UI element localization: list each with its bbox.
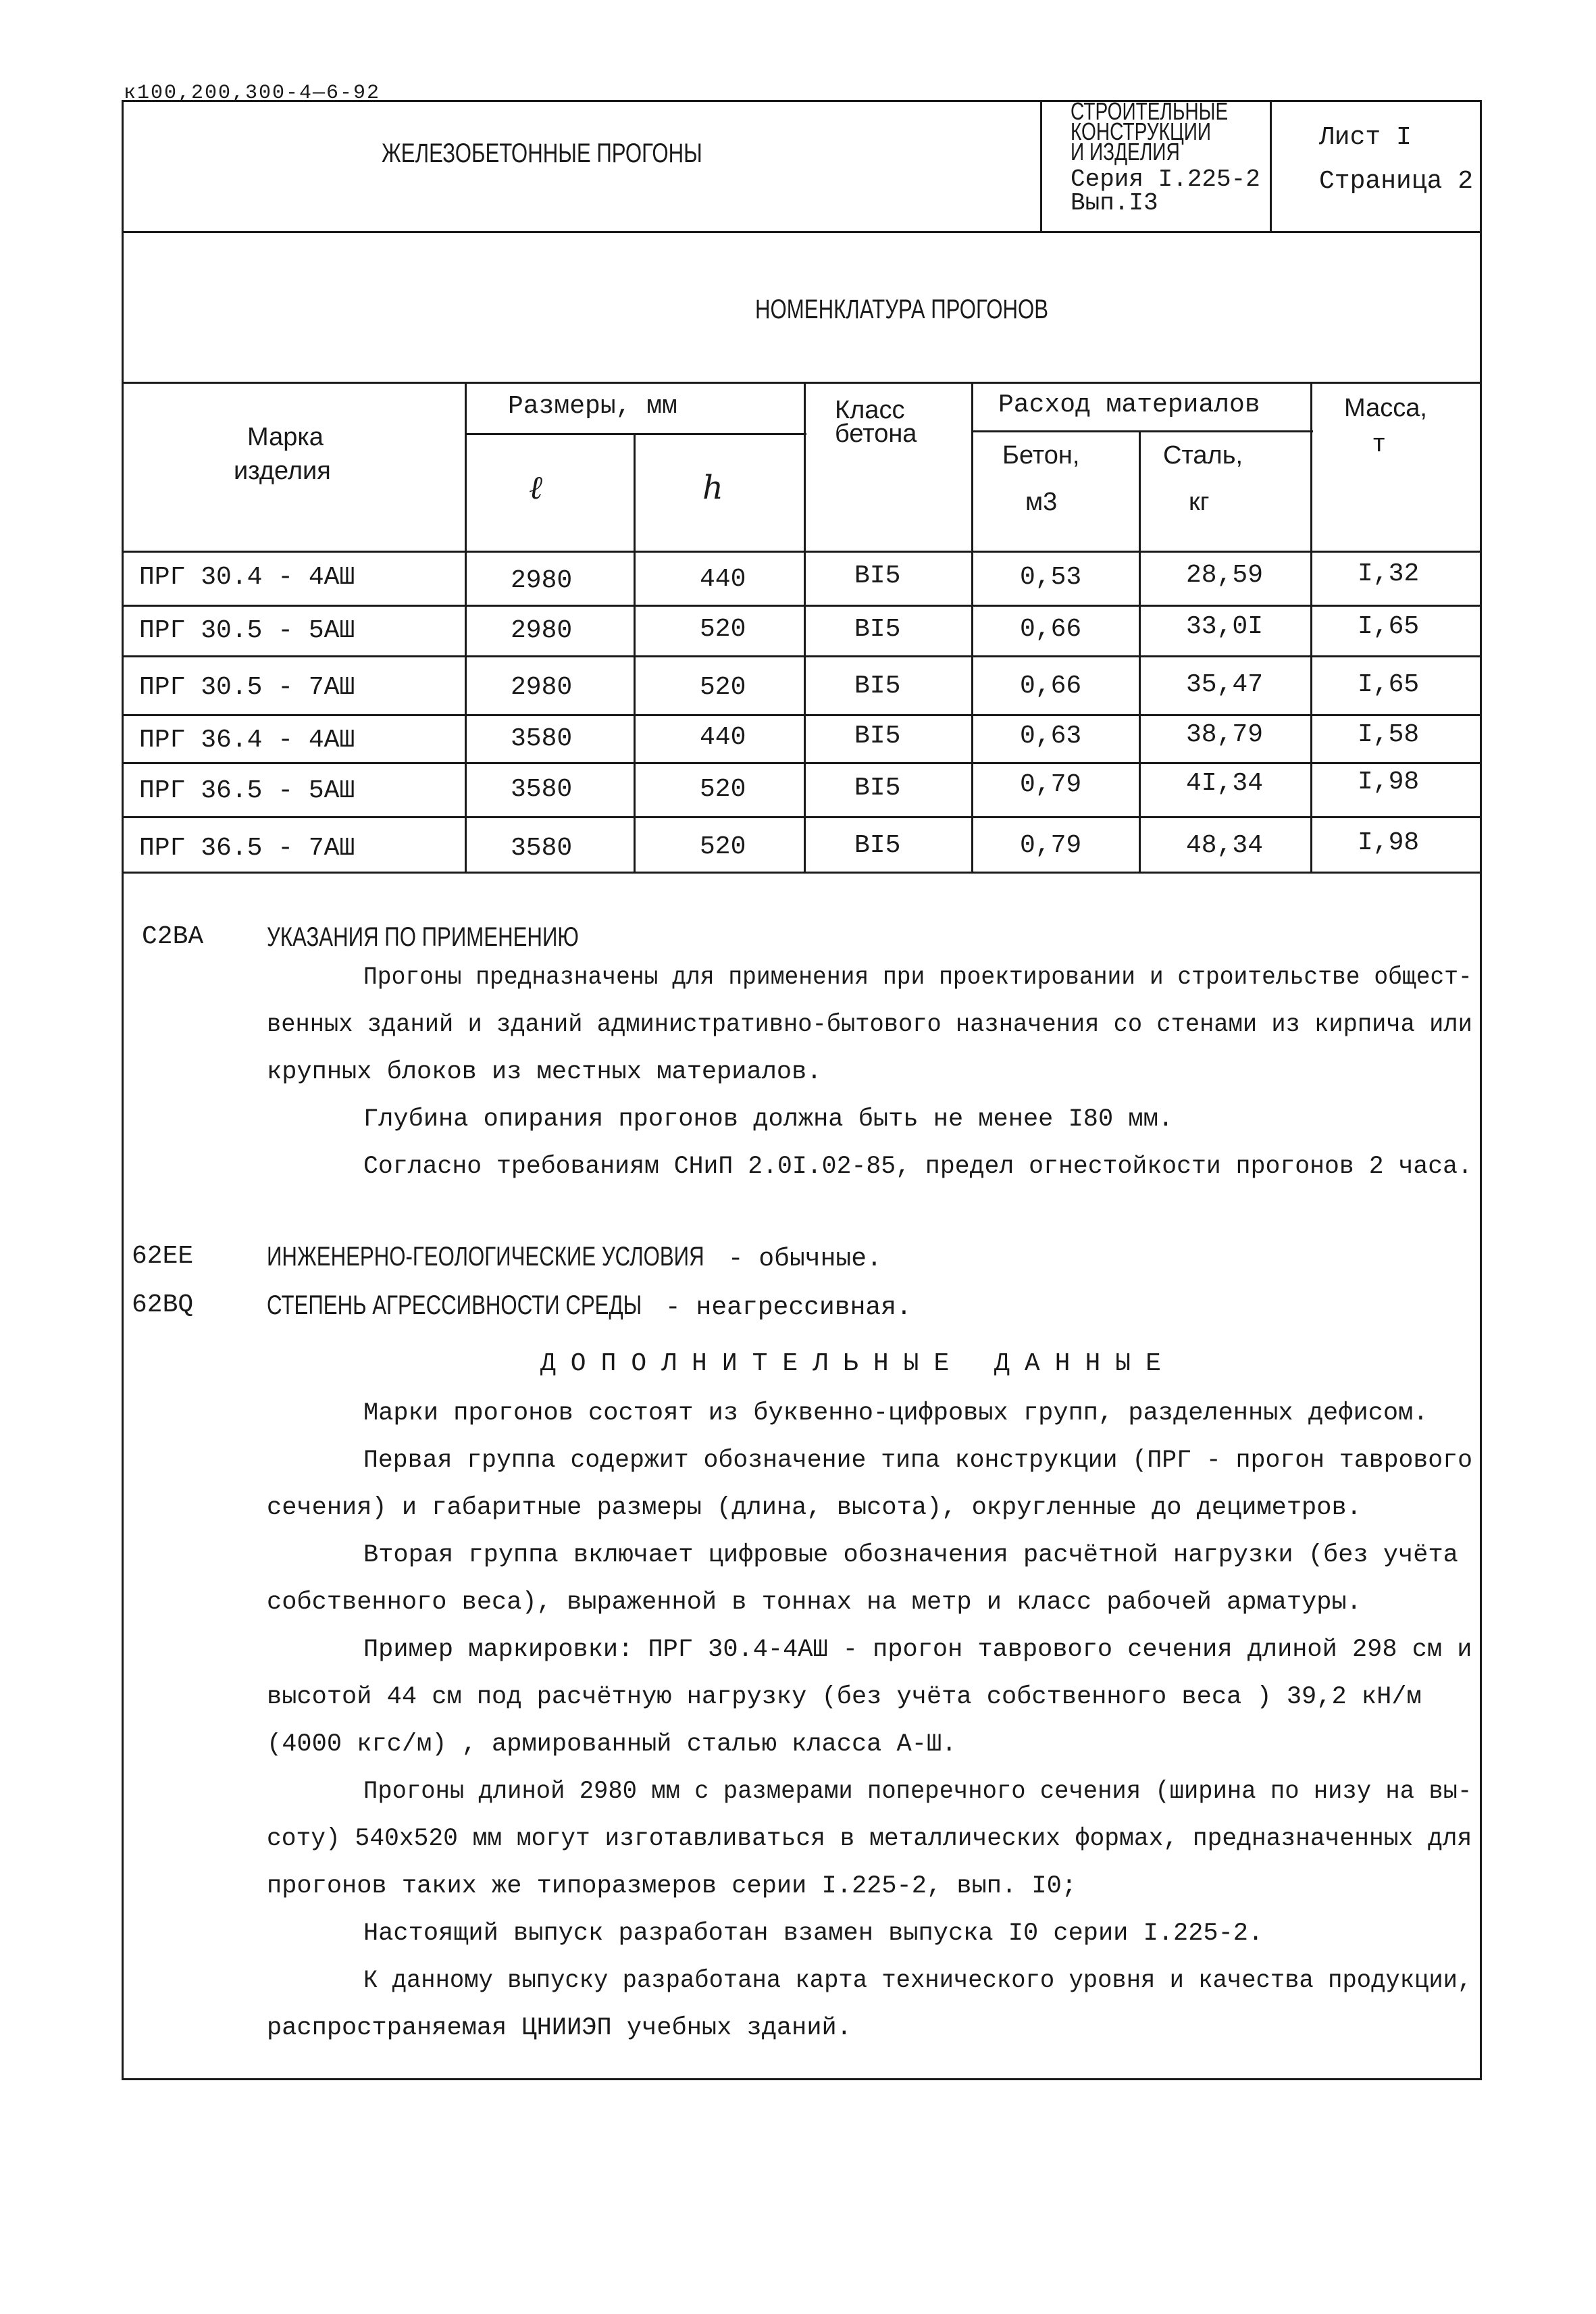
document-code: к100,200,300-4—6-92 xyxy=(124,82,381,105)
row-length: 3580 xyxy=(511,834,573,863)
row-mark: ПРГ 30.5 - 7АШ xyxy=(139,673,355,702)
row-concrete: 0,79 xyxy=(1020,831,1082,860)
series-number: Серия I.225-2 xyxy=(1071,166,1260,193)
row-steel: 38,79 xyxy=(1186,720,1264,749)
series-line-3: И ИЗДЕЛИЯ xyxy=(1071,138,1180,166)
header-divider-1 xyxy=(1040,100,1042,232)
row-steel: 35,47 xyxy=(1186,670,1264,699)
table-top-line xyxy=(122,382,1482,384)
header-bottom-line xyxy=(122,231,1482,233)
application-line-4: Глубина опирания прогонов должна быть не менее I80 мм. xyxy=(363,1105,1173,1134)
sheet-number: Лист I xyxy=(1319,123,1412,152)
row-height: 520 xyxy=(700,615,746,644)
row-length: 3580 xyxy=(511,724,573,753)
series-line-1: СТРОИТЕЛЬНЫЕ xyxy=(1071,97,1229,125)
application-heading: УКАЗАНИЯ ПО ПРИМЕНЕНИЮ xyxy=(267,922,579,952)
table-col-line-5 xyxy=(1139,430,1141,873)
row-mass: I,58 xyxy=(1358,720,1420,749)
additional-line-5: собственного веса), выраженной в тоннах на метр и класс рабочей арматуры. xyxy=(267,1588,1362,1617)
row-height: 440 xyxy=(700,723,746,752)
additional-line-13: К данному выпуску разработана карта технического уровня и качества продукции, xyxy=(363,1967,1472,1995)
header-mark-2: изделия xyxy=(234,457,331,485)
application-line-3: крупных блоков из местных материалов. xyxy=(267,1058,822,1086)
header-mark-1: Марка xyxy=(247,423,324,451)
additional-line-8: (4000 кгс/м) , армированный сталью класса А-Ш. xyxy=(267,1730,957,1759)
header-concrete-1: Бетон, xyxy=(1002,441,1080,470)
issue-number: Вып.I3 xyxy=(1071,189,1158,217)
row-concrete: 0,66 xyxy=(1020,672,1082,701)
condition-label-2: СТЕПЕНЬ АГРЕССИВНОСТИ СРЕДЫ xyxy=(267,1290,642,1320)
row-length: 2980 xyxy=(511,566,573,595)
table-col-line-3 xyxy=(804,382,806,873)
row-height: 520 xyxy=(700,775,746,804)
condition-code-2: 62BQ xyxy=(132,1290,194,1319)
table-col-line-1 xyxy=(465,382,467,873)
additional-line-1: Марки прогонов состоят из буквенно-цифровых групп, разделенных дефисом. xyxy=(363,1399,1428,1428)
row-class: BI5 xyxy=(854,561,901,590)
header-length: ℓ xyxy=(529,469,542,507)
row-length: 3580 xyxy=(511,775,573,804)
row-concrete: 0,63 xyxy=(1020,722,1082,751)
row-height: 440 xyxy=(700,565,746,594)
document-title: ЖЕЛЕЗОБЕТОННЫЕ ПРОГОНЫ xyxy=(382,139,702,168)
table-row-line-2 xyxy=(122,655,1482,657)
table-row-line-5 xyxy=(122,816,1482,818)
table-row-line-3 xyxy=(122,714,1482,716)
header-divider-2 xyxy=(1270,100,1272,232)
row-class: BI5 xyxy=(854,672,901,701)
series-block xyxy=(1071,97,1229,166)
row-class: BI5 xyxy=(854,615,901,644)
condition-value-2: - неагрессивная. xyxy=(650,1293,912,1322)
row-mass: I,98 xyxy=(1358,768,1420,797)
condition-label-1: ИНЖЕНЕРНО-ГЕОЛОГИЧЕСКИЕ УСЛОВИЯ xyxy=(267,1242,704,1272)
row-steel: 48,34 xyxy=(1186,831,1264,860)
header-mass-2: т xyxy=(1373,429,1385,457)
row-mark: ПРГ 36.5 - 7АШ xyxy=(139,834,355,863)
row-steel: 4I,34 xyxy=(1186,769,1264,798)
additional-line-4: Вторая группа включает цифровые обозначения расчётной нагрузки (без учёта xyxy=(363,1541,1458,1569)
row-concrete: 0,66 xyxy=(1020,615,1082,644)
condition-row-2 xyxy=(267,1290,912,1323)
row-mark: ПРГ 30.5 - 5АШ xyxy=(139,616,355,645)
table-row-line-1 xyxy=(122,605,1482,607)
header-class-2: бетона xyxy=(835,420,917,448)
row-mark: ПРГ 30.4 - 4АШ xyxy=(139,563,355,592)
additional-line-9: Прогоны длиной 2980 мм с размерами поперечного сечения (ширина по низу на вы- xyxy=(363,1778,1472,1806)
header-concrete-2: м3 xyxy=(1025,488,1058,516)
table-col-line-4 xyxy=(971,382,973,873)
table-header-bottom-line xyxy=(122,551,1482,553)
row-steel: 28,59 xyxy=(1186,561,1264,590)
additional-line-14: распространяемая ЦНИИЭП учебных зданий. xyxy=(267,2014,852,2042)
header-class-1: Класс xyxy=(835,396,905,424)
table-row-line-4 xyxy=(122,762,1482,764)
header-mass-1: Масса, xyxy=(1344,394,1427,422)
row-height: 520 xyxy=(700,832,746,861)
application-line-5: Согласно требованиям СНиП 2.0I.02-85, предел огнестойкости прогонов 2 часа. xyxy=(363,1153,1472,1181)
condition-code-1: 62EE xyxy=(132,1242,194,1271)
row-concrete: 0,79 xyxy=(1020,770,1082,799)
additional-line-7: высотой 44 см под расчётную нагрузку (без учёта собственного веса ) 39,2 кН/м xyxy=(267,1683,1422,1711)
table-col-line-2 xyxy=(634,433,636,873)
row-mass: I,98 xyxy=(1358,828,1420,857)
row-height: 520 xyxy=(700,673,746,702)
row-class: BI5 xyxy=(854,831,901,860)
application-line-1: Прогоны предназначены для применения при проектировании и строительстве общест- xyxy=(363,963,1472,992)
sizes-subheader-line xyxy=(466,433,806,435)
row-mass: I,65 xyxy=(1358,670,1420,699)
application-line-2: венных зданий и зданий административно-бытового назначения со стенами из кирпича или xyxy=(267,1011,1472,1039)
row-mark: ПРГ 36.4 - 4АШ xyxy=(139,726,355,755)
condition-row-1 xyxy=(267,1242,882,1274)
additional-heading: ДОПОЛНИТЕЛЬНЫЕ ДАННЫЕ xyxy=(540,1349,1176,1378)
row-class: BI5 xyxy=(854,774,901,803)
row-steel: 33,0I xyxy=(1186,612,1264,641)
condition-value-1: - обычные. xyxy=(712,1244,882,1274)
series-line-2: КОНСТРУКЦИИ xyxy=(1071,118,1212,145)
row-length: 2980 xyxy=(511,616,573,645)
header-steel-1: Сталь, xyxy=(1163,441,1243,470)
table-bottom-line xyxy=(122,872,1482,874)
application-code: C2BA xyxy=(142,922,204,951)
row-mass: I,65 xyxy=(1358,612,1420,641)
additional-line-11: прогонов таких же типоразмеров серии I.225-2, вып. I0; xyxy=(267,1872,1077,1901)
additional-line-12: Настоящий выпуск разработан взамен выпуска I0 серии I.225-2. xyxy=(363,1919,1264,1948)
additional-line-10: соту) 540х520 мм могут изготавливаться в металлических формах, предназначенных для xyxy=(267,1825,1472,1853)
row-mark: ПРГ 36.5 - 5АШ xyxy=(139,776,355,805)
header-height: h xyxy=(702,469,723,507)
header-materials: Расход материалов xyxy=(998,391,1260,420)
header-sizes: Размеры, мм xyxy=(508,392,677,421)
section-title: НОМЕНКЛАТУРА ПРОГОНОВ xyxy=(755,295,1049,324)
table-col-line-6 xyxy=(1310,382,1312,873)
row-length: 2980 xyxy=(511,673,573,702)
row-concrete: 0,53 xyxy=(1020,563,1082,592)
row-class: BI5 xyxy=(854,722,901,751)
additional-line-2: Первая группа содержит обозначение типа конструкции (ПРГ - прогон таврового xyxy=(363,1447,1472,1475)
additional-line-6: Пример маркировки: ПРГ 30.4-4АШ - прогон таврового сечения длиной 298 см и xyxy=(363,1636,1472,1664)
row-mass: I,32 xyxy=(1358,559,1420,588)
header-steel-2: кг xyxy=(1189,488,1210,516)
materials-subheader-line xyxy=(973,430,1313,432)
page-number: Страница 2 xyxy=(1319,167,1474,196)
additional-line-3: сечения) и габаритные размеры (длина, высота), округленные до дециметров. xyxy=(267,1494,1362,1522)
